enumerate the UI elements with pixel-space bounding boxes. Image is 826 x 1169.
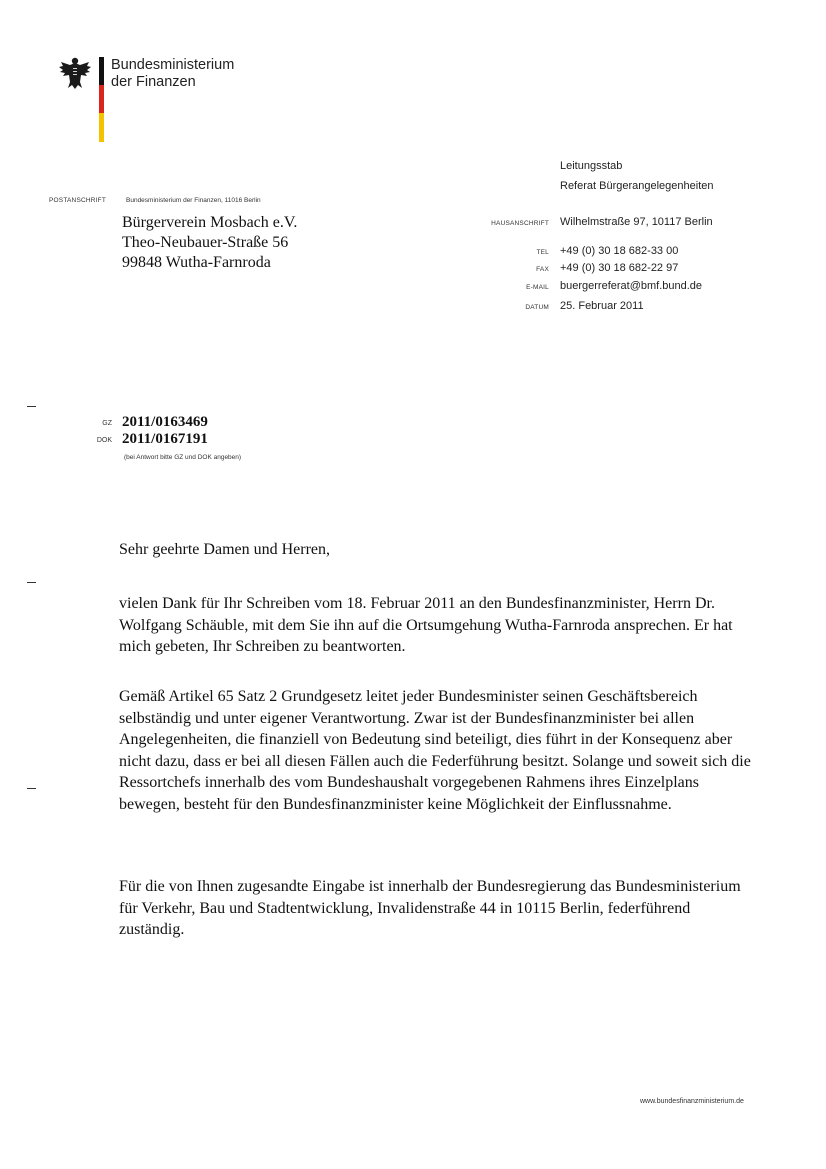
body-paragraph-3: Für die von Ihnen zugesandte Eingabe ist innerhalb der Bundesregierung das Bundesministerium für Verkehr, Bau und Stadtentwicklung, Invalidenstraße 44 in 10115 Berlin, federführend zuständig. [119, 878, 741, 938]
fold-mark [27, 406, 36, 407]
fold-mark [27, 788, 36, 789]
dok-value: 2011/0167191 [122, 431, 208, 447]
unit-line-2: Referat Bürgerangelegenheiten [560, 180, 714, 192]
gz-label: GZ [102, 420, 112, 427]
postanschrift-label: POSTANSCHRIFT [49, 197, 107, 204]
fax-value: +49 (0) 30 18 682-22 97 [560, 262, 679, 274]
fax-label: FAX [536, 266, 549, 273]
flag-stripe-gold [99, 113, 104, 142]
ministry-name-line-1: Bundesministerium [111, 57, 235, 73]
datum-value: 25. Februar 2011 [560, 300, 644, 312]
postanschrift-value: Bundesministerium der Finanzen, 11016 Berlin [126, 197, 261, 204]
flag-stripe-red [99, 85, 104, 113]
body-paragraph-2: Gemäß Artikel 65 Satz 2 Grundgesetz leitet jeder Bundesminister seinen Geschäftsbereich selbständig und unter eigener Verantwortung. Zwar ist der Bundesfinanzminister bei allen Angelegenheiten, die finanziell von Bedeutung sind beteiligt, dies führt in der Konsequenz aber nicht dazu, dass er bei all diesen Fällen auch die Federführung besitzt. Solange und soweit sich die Ressortchefs innerhalb des vom Bundeshaushalt vorgegebenen Rahmens ihres Einzelplans bewegen, besteht für den Bundesfinanzminister keine Möglichkeit der Einflussnahme. [119, 688, 751, 813]
tel-label: TEL [536, 249, 549, 256]
salutation: Sehr geehrte Damen und Herren, [119, 541, 331, 558]
flag-stripe-black [99, 57, 104, 85]
hausanschrift-label: HAUSANSCHRIFT [491, 220, 549, 227]
dok-label: DOK [96, 437, 112, 444]
tel-value: +49 (0) 30 18 682-33 00 [560, 245, 679, 257]
email-label: E-MAIL [526, 284, 549, 291]
gz-value: 2011/0163469 [122, 414, 208, 430]
unit-line-1: Leitungsstab [560, 160, 623, 172]
recipient-street: Theo-Neubauer-Straße 56 [122, 234, 289, 251]
email-value[interactable]: buergerreferat@bmf.bund.de [560, 280, 703, 292]
federal-eagle-icon [58, 55, 92, 91]
reference-hint: (bei Antwort bitte GZ und DOK angeben) [124, 454, 242, 461]
recipient-city: 99848 Wutha-Farnroda [122, 254, 271, 271]
website-link[interactable]: www.bundesfinanzministerium.de [640, 1098, 744, 1105]
recipient-name: Bürgerverein Mosbach e.V. [122, 214, 298, 231]
fold-mark [27, 582, 36, 583]
hausanschrift-value: Wilhelmstraße 97, 10117 Berlin [560, 216, 713, 228]
datum-label: DATUM [525, 304, 549, 311]
ministry-name-line-2: der Finanzen [111, 74, 196, 90]
body-paragraph-1: vielen Dank für Ihr Schreiben vom 18. Februar 2011 an den Bundesfinanzminister, Herrn Dr. Wolfgang Schäuble, mit dem Sie ihn auf die Ortsumgehung Wutha-Farnroda ansprechen. Er hat mich gebeten, Ihr Schreiben zu beantworten. [119, 595, 733, 655]
